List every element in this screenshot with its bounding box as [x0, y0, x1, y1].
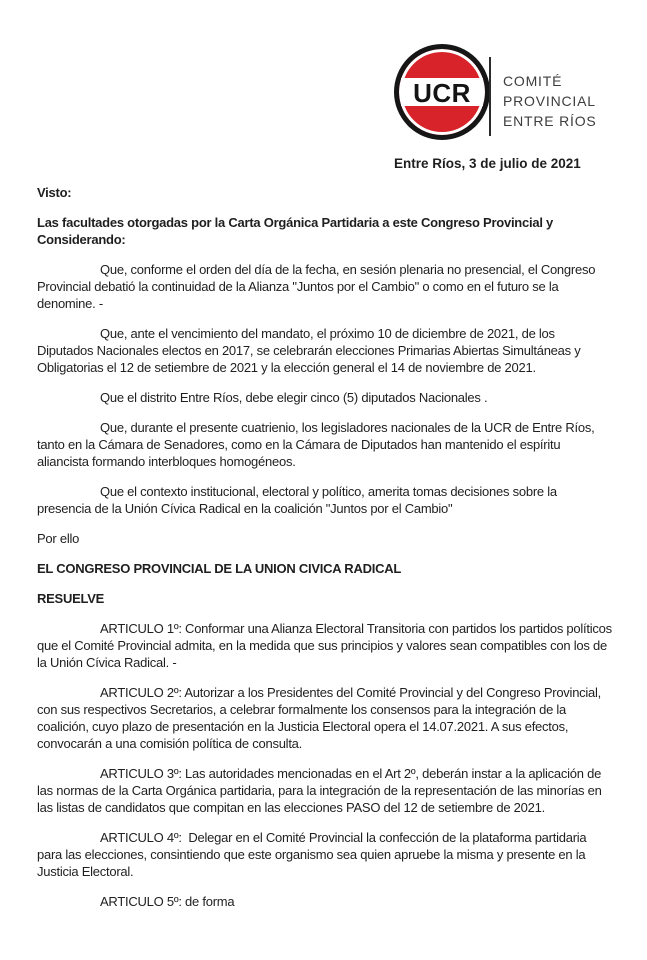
- paragraph: Que el contexto institucional, electoral y político, amerita tomas decisiones sobre la presencia de la Unión Cívica Radical en la coalición "Juntos por el Cambio": [37, 484, 561, 516]
- paragraph: Que, conforme el orden del día de la fecha, en sesión plenaria no presencial, el Congreso Provincial debatió la continuidad de la Alianza "Juntos por el Cambio" o como en el futuro se la denomine. -: [37, 262, 599, 311]
- ucr-roundel-icon: [394, 44, 490, 140]
- lockup-line-entre-rios: ENTRE RÍOS: [503, 113, 597, 129]
- paragraph: ARTICULO 4º: Delegar en el Comité Provincial la confección de la plataforma partidaria para las elecciones, consintiendo que este organismo sea quien apruebe la misma y presente en la Justicia Electoral.: [37, 830, 590, 879]
- paragraph: Por ello: [37, 531, 80, 546]
- ucr-roundel-band: [401, 78, 483, 106]
- paragraph: ARTICULO 2º: Autorizar a los Presidentes del Comité Provincial y del Congreso Provincial, con sus respectivos Secretarios, a celebrar formalmente los consensos para la integración de la coalición, cuyo plazo de presentación en la Justicia Electoral opera el 14.07.2021. A sus efectos, convocarán a una comisión política de consulta.: [37, 685, 605, 751]
- paragraph: ARTICULO 3º: Las autoridades mencionadas en el Art 2º, deberán instar a la aplicación de las normas de la Carta Orgánica partidaria, para la integración de la representación de las minorías en las listas de candidatos que compitan en las elecciones PASO del 12 de setiembre de 2021.: [37, 766, 606, 815]
- logo-divider: [489, 57, 491, 136]
- logo-lockup-text: [503, 71, 597, 131]
- date-line: Entre Ríos, 3 de julio de 2021: [394, 156, 581, 171]
- ucr-monogram: UCR: [413, 77, 471, 108]
- paragraph: Que, durante el presente cuatrienio, los legisladores nacionales de la UCR de Entre Ríos, tanto en la Cámara de Senadores, como en la Cámara de Diputados han mantenido el espíritu aliancista formando interbloques homogéneos.: [37, 420, 598, 469]
- paragraph: Que, ante el vencimiento del mandato, el próximo 10 de diciembre de 2021, de los Diputados Nacionales electos en 2017, se celebrarán elecciones Primarias Abiertas Simultáneas y Obligatorias el 12 de setiembre de 2021 y la elección general el 14 de noviembre de 2021.: [37, 326, 584, 375]
- paragraph: Que el distrito Entre Ríos, debe elegir cinco (5) diputados Nacionales .: [100, 390, 488, 405]
- paragraph: RESUELVE: [37, 591, 105, 606]
- lockup-line-provincial: PROVINCIAL: [503, 93, 596, 109]
- paragraph: ARTICULO 1º: Conformar una Alianza Electoral Transitoria con partidos los partidos políticos que el Comité Provincial admita, en la medida que sus principios y valores sean compatibles con los de la Unión Cívica Radical. -: [37, 621, 616, 670]
- paragraph: EL CONGRESO PROVINCIAL DE LA UNION CIVICA RADICAL: [37, 561, 402, 576]
- paragraph: ARTICULO 5º: de forma: [100, 894, 235, 909]
- lockup-line-comite: COMITÉ: [503, 73, 563, 89]
- paragraph: Las facultades otorgadas por la Carta Orgánica Partidaria a este Congreso Provincial y Considerando:: [37, 215, 557, 247]
- paragraph: Visto:: [37, 185, 72, 200]
- document-body: [37, 184, 614, 923]
